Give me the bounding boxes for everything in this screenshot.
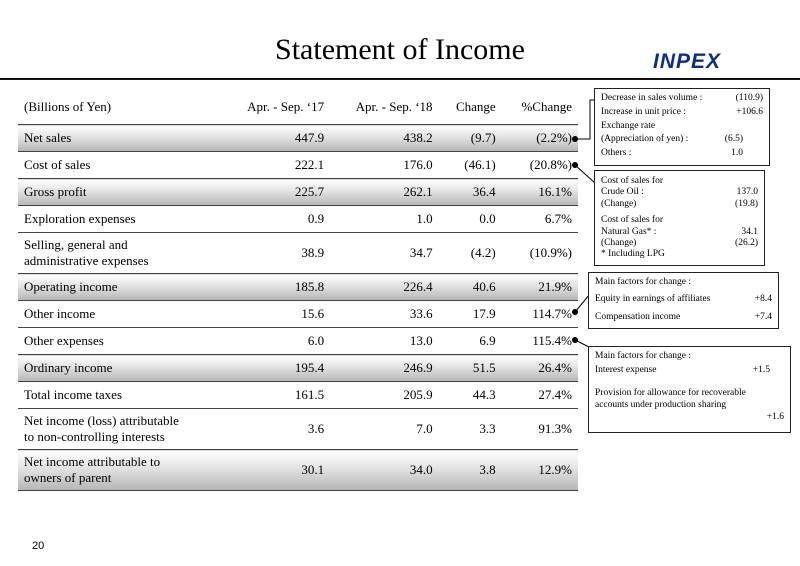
cell-v18: 7.0 — [330, 409, 438, 450]
callout-label: Compensation income — [595, 311, 681, 322]
cell-pct: 115.4% — [502, 328, 578, 355]
callout-value: 137.0 — [736, 187, 758, 198]
row-label — [18, 233, 222, 274]
cell-v17: 38.9 — [222, 233, 330, 274]
callout-label: (Change) — [601, 198, 637, 209]
callout-value: 1.0 — [731, 148, 743, 159]
row-label: Operating income — [18, 274, 222, 301]
row-label: Total income taxes — [18, 382, 222, 409]
cell-v18: 226.4 — [330, 274, 438, 301]
header-period-18: Apr. - Sep. ‘18 — [355, 99, 433, 114]
cell-pct: 16.1% — [502, 179, 578, 206]
table-row-non-controlling-interests — [18, 409, 578, 450]
connector-dot — [572, 309, 578, 315]
cell-v17: 3.6 — [222, 409, 330, 450]
cell-v18: 34.0 — [330, 450, 438, 491]
callout-label: Cost of sales for — [601, 215, 664, 226]
callout-label: Equity in earnings of affiliates — [595, 294, 711, 305]
callout-other-income — [588, 272, 779, 329]
table-row-net-income-owners — [18, 450, 578, 491]
table-row-exploration-expenses — [18, 206, 578, 233]
header-unit: (Billions of Yen) — [24, 99, 112, 114]
row-label: Other expenses — [18, 328, 222, 355]
callout-label: Decrease in sales volume : — [601, 93, 703, 103]
cell-pct: 91.3% — [502, 409, 578, 450]
cell-change: (9.7) — [439, 125, 502, 152]
row-label-line2: to non-controlling interests — [24, 429, 165, 444]
row-label — [18, 450, 222, 491]
header-change: Change — [455, 99, 496, 114]
connector-dot — [572, 337, 578, 343]
callout-label: Cost of sales for — [601, 176, 664, 186]
row-label-line1: Net income (loss) attributable — [24, 413, 179, 428]
row-label-line1: Selling, general and — [24, 237, 128, 252]
row-label-line2: administrative expenses — [24, 253, 149, 268]
callout-value: 34.1 — [741, 226, 758, 237]
cell-v18: 205.9 — [330, 382, 438, 409]
cell-change: (46.1) — [439, 152, 502, 179]
cell-pct: (2.2%) — [502, 125, 578, 152]
callout-value: (26.2) — [735, 237, 758, 248]
callout-label: Provision for allowance for recoverable — [595, 387, 746, 398]
row-label: Gross profit — [18, 179, 222, 206]
cell-pct: (10.9%) — [502, 233, 578, 274]
callout-value: +7.4 — [754, 311, 772, 322]
header-pct-change: %Change — [521, 99, 572, 114]
callout-header: Main factors for change : — [595, 351, 692, 361]
cell-change: 3.8 — [439, 450, 502, 491]
table-row-gross-profit — [18, 179, 578, 206]
callout-net-sales — [594, 88, 770, 166]
callout-label: accounts under production sharing — [595, 400, 727, 411]
connector-dot — [572, 136, 578, 142]
callout-cost-of-sales — [594, 170, 765, 266]
cell-v17: 222.1 — [222, 152, 330, 179]
cell-v18: 34.7 — [330, 233, 438, 274]
cell-v17: 447.9 — [222, 125, 330, 152]
table-header-row — [18, 90, 578, 125]
row-label — [18, 409, 222, 450]
cell-v17: 225.7 — [222, 179, 330, 206]
cell-change: 0.0 — [439, 206, 502, 233]
page-number: 20 — [32, 540, 45, 552]
cell-v18: 246.9 — [330, 355, 438, 382]
cell-v18: 13.0 — [330, 328, 438, 355]
callout-label: Crude Oil : — [601, 187, 644, 198]
callout-value: +1.6 — [766, 412, 784, 423]
cell-change: (4.2) — [439, 233, 502, 274]
callout-label: Exchange rate — [601, 120, 656, 131]
page-title: Statement of Income — [275, 33, 525, 66]
callout-note: * Including LPG — [601, 249, 665, 260]
cell-v17: 161.5 — [222, 382, 330, 409]
table-row-sga-expenses — [18, 233, 578, 274]
cell-change: 3.3 — [439, 409, 502, 450]
table-row-net-sales — [18, 125, 578, 152]
cell-v17: 6.0 — [222, 328, 330, 355]
callout-value: +1.5 — [752, 365, 770, 376]
connector-dot — [572, 162, 578, 168]
row-label: Exploration expenses — [18, 206, 222, 233]
cell-change: 44.3 — [439, 382, 502, 409]
callout-value: (6.5) — [724, 134, 743, 145]
cell-pct: 114.7% — [502, 301, 578, 328]
cell-pct: 26.4% — [502, 355, 578, 382]
cell-change: 6.9 — [439, 328, 502, 355]
cell-pct: 12.9% — [502, 450, 578, 491]
title-rule — [0, 78, 800, 80]
header-period-17: Apr. - Sep. ‘17 — [247, 99, 325, 114]
cell-change: 36.4 — [439, 179, 502, 206]
callout-label: Increase in unit price : — [601, 106, 686, 117]
cell-v17: 30.1 — [222, 450, 330, 491]
cell-v18: 1.0 — [330, 206, 438, 233]
cell-v17: 185.8 — [222, 274, 330, 301]
table-row-operating-income — [18, 274, 578, 301]
table-row-ordinary-income — [18, 355, 578, 382]
cell-pct: 21.9% — [502, 274, 578, 301]
table-row-other-expenses — [18, 328, 578, 355]
cell-pct: 6.7% — [502, 206, 578, 233]
cell-v18: 176.0 — [330, 152, 438, 179]
row-label-line2: owners of parent — [24, 470, 112, 485]
callout-other-expenses — [588, 346, 791, 433]
table-row-other-income — [18, 301, 578, 328]
callout-header: Main factors for change : — [595, 277, 692, 287]
cell-v17: 15.6 — [222, 301, 330, 328]
callout-value: +8.4 — [754, 294, 772, 305]
cell-v18: 438.2 — [330, 125, 438, 152]
table-row-cost-of-sales — [18, 152, 578, 179]
callout-value: (19.8) — [735, 198, 758, 209]
callout-label: Interest expense — [595, 365, 657, 376]
row-label-line1: Net income attributable to — [24, 454, 161, 469]
cell-v18: 33.6 — [330, 301, 438, 328]
table-row-total-income-taxes — [18, 382, 578, 409]
cell-change: 40.6 — [439, 274, 502, 301]
cell-v17: 195.4 — [222, 355, 330, 382]
cell-change: 51.5 — [439, 355, 502, 382]
callout-label: Natural Gas* : — [601, 226, 657, 237]
callout-label: Others : — [601, 148, 632, 159]
row-label: Net sales — [18, 125, 222, 152]
cell-pct: (20.8%) — [502, 152, 578, 179]
callout-value: +106.6 — [736, 106, 763, 117]
company-logo: INPEX — [653, 50, 722, 73]
cell-v18: 262.1 — [330, 179, 438, 206]
callout-label: (Change) — [601, 237, 637, 248]
income-statement-table — [18, 90, 578, 491]
cell-change: 17.9 — [439, 301, 502, 328]
callout-value: (110.9) — [735, 93, 763, 103]
row-label: Cost of sales — [18, 152, 222, 179]
row-label: Other income — [18, 301, 222, 328]
cell-pct: 27.4% — [502, 382, 578, 409]
callout-label: (Appreciation of yen) : — [601, 134, 689, 145]
cell-v17: 0.9 — [222, 206, 330, 233]
row-label: Ordinary income — [18, 355, 222, 382]
